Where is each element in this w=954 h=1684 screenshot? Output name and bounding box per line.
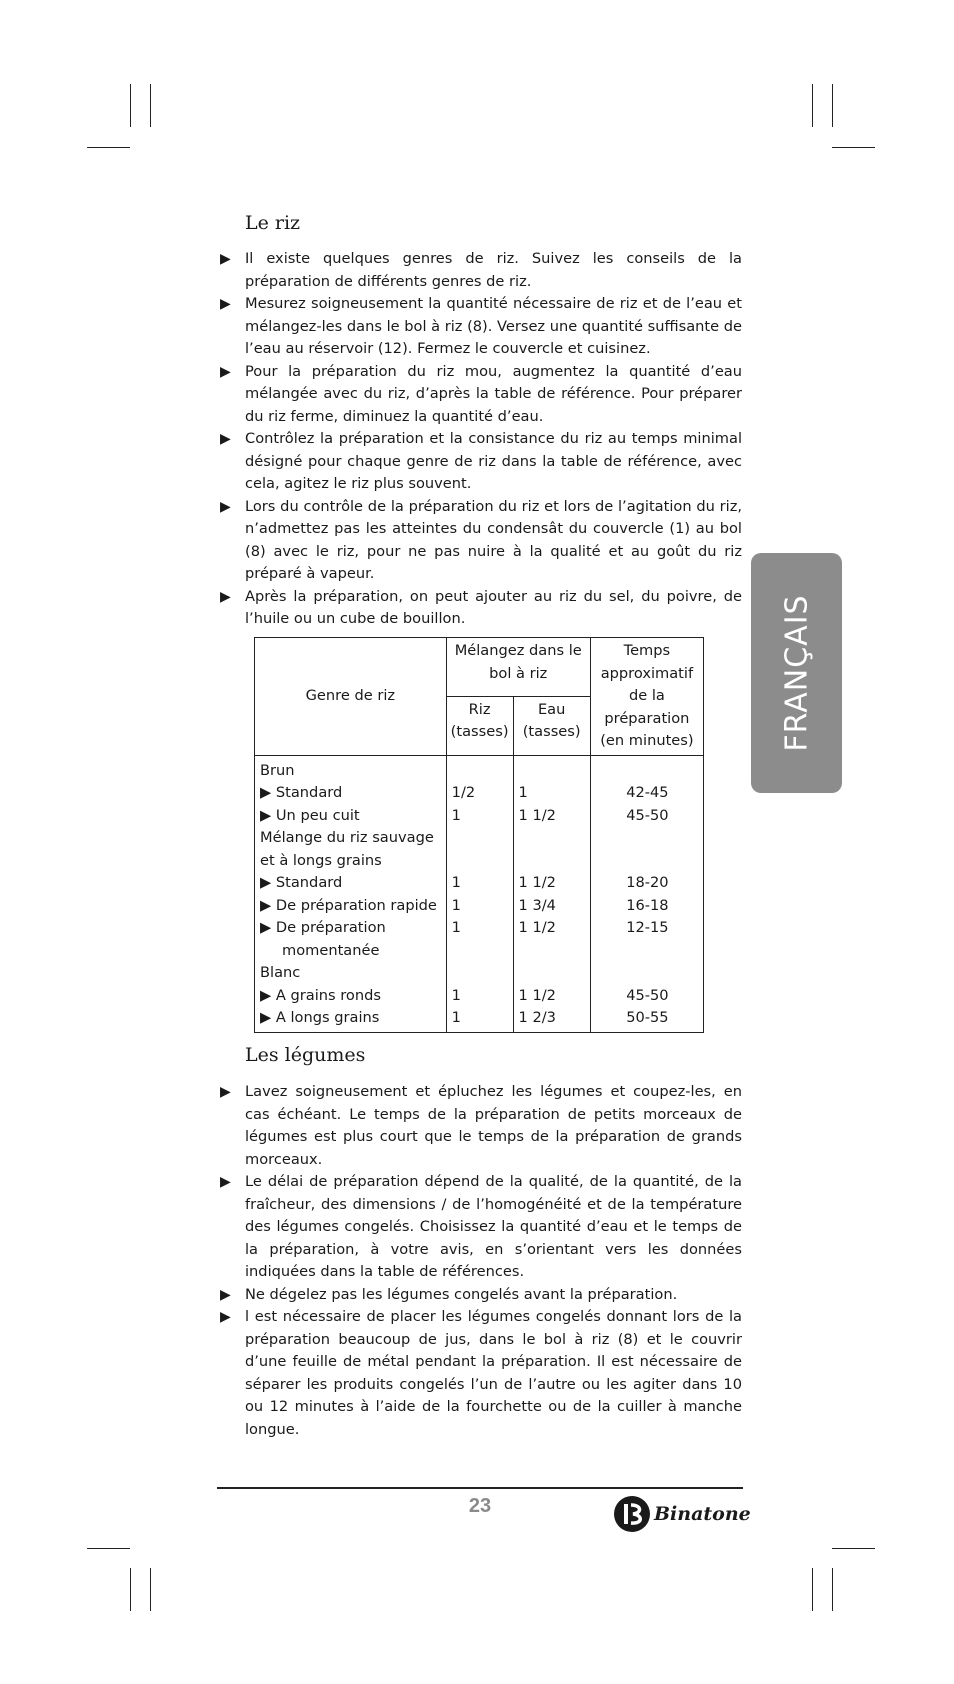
binatone-logo-icon	[612, 1494, 652, 1534]
cell-eau: 1	[518, 784, 528, 801]
cell-riz: 1	[451, 919, 461, 936]
rice-type-label: Blanc	[260, 964, 301, 981]
triangle-right-icon: ▶	[220, 1286, 231, 1303]
triangle-right-icon: ▶	[260, 874, 276, 891]
rice-type-label: ▶ De préparation	[260, 919, 386, 936]
list-item: ▶ Contrôlez la préparation et la consistance du riz au temps minimal désigné pour chaque genre de riz dans la table de référence, avec cela, agitez le riz plus souvent.	[220, 430, 742, 492]
triangle-right-icon: ▶	[220, 296, 231, 312]
header-temps: Temps approximatif de la préparation (en minutes)	[590, 638, 703, 756]
triangle-right-icon: ▶	[260, 784, 276, 801]
cell-eau	[519, 940, 586, 963]
cell-temps	[596, 827, 699, 850]
crop-mark	[150, 84, 151, 127]
triangle-right-icon: ▶	[220, 1309, 231, 1325]
rice-type-label: Mélange du riz sauvage	[260, 829, 434, 846]
rice-type-label: ▶ A longs grains	[260, 1009, 380, 1026]
rice-type-label: ▶ Standard	[260, 784, 343, 801]
rice-type-label: Brun	[260, 761, 295, 779]
section-heading-rice: Le riz	[245, 212, 301, 234]
crop-mark	[832, 84, 833, 127]
rice-type-label: et à longs grains	[260, 851, 382, 869]
cell-riz: 1	[451, 986, 461, 1004]
list-item: ▶ Pour la préparation du riz mou, augmentez la quantité d’eau mélangée avec du riz, d’après la table de référence. Pour préparer du riz ferme, diminuez la quantité d’eau.	[220, 362, 742, 425]
list-item: ▶ Lors du contrôle de la préparation du riz et lors de l’agitation du riz, n’admettez pas les atteintes du condensât du couvercle (1) au bol (8) avec le riz, pour ne pas nuire à la qualité et au goût du riz préparé à vapeur.	[220, 497, 742, 582]
footer-rule	[217, 1487, 743, 1489]
cell-riz: 1	[451, 1009, 461, 1026]
cell-temps: 45-50	[626, 986, 669, 1004]
header-riz: Riz (tasses)	[446, 696, 513, 755]
cell-riz: 1/2	[451, 784, 476, 801]
cell-temps: 50-55	[626, 1009, 669, 1026]
temps-column	[590, 755, 703, 1032]
triangle-right-icon: ▶	[220, 498, 231, 515]
list-item: ▶ Ne dégelez pas les légumes congelés avant la préparation.	[220, 1284, 742, 1307]
triangle-right-icon: ▶	[260, 986, 276, 1004]
crop-mark	[812, 84, 813, 127]
brand-logo	[612, 1494, 751, 1534]
cell-eau	[519, 760, 586, 783]
triangle-right-icon: ▶	[220, 1174, 231, 1190]
cell-riz: 1	[451, 806, 461, 824]
header-melange: Mélangez dans le bol à riz	[446, 638, 590, 697]
crop-mark	[150, 1568, 151, 1611]
cell-riz: 1	[451, 896, 461, 914]
brand-name: Binatone	[654, 1503, 751, 1525]
list-item: ▶ l est nécessaire de placer les légumes congelés donnant lors de la préparation beaucoup de jus, dans le bol à riz (8) et le couvrir d’une feuille de métal pendant la préparation. Il est nécessaire de séparer les produits congelés l’un de l’autre ou les agiter dans 10 ou 12 minutes à l’aide de la fourchette ou de la cuiller à manche longue.	[220, 1308, 742, 1438]
triangle-right-icon: ▶	[220, 363, 231, 380]
crop-mark	[130, 84, 131, 127]
rice-type-label: ▶ Un peu cuit	[260, 806, 360, 824]
crop-mark	[832, 1548, 875, 1549]
list-item: ▶ Après la préparation, on peut ajouter au riz du sel, du poivre, de l’huile ou un cube de bouillon.	[220, 587, 742, 627]
riz-column	[446, 755, 513, 1032]
triangle-right-icon: ▶	[260, 896, 276, 914]
cell-eau: 1 3/4	[518, 896, 556, 914]
cell-temps: 18-20	[626, 874, 669, 891]
cell-eau: 1 1/2	[518, 986, 556, 1004]
triangle-right-icon: ▶	[220, 431, 231, 447]
triangle-right-icon: ▶	[220, 251, 231, 267]
crop-mark	[87, 147, 130, 148]
header-eau: Eau (tasses)	[513, 696, 590, 755]
triangle-right-icon: ▶	[220, 1084, 231, 1100]
rice-type-label: momentanée	[282, 941, 380, 959]
cell-eau: 1 1/2	[518, 874, 556, 891]
triangle-right-icon: ▶	[260, 1009, 276, 1026]
cell-eau	[519, 827, 586, 850]
cell-eau	[519, 850, 586, 873]
cell-riz	[452, 827, 509, 850]
list-item: ▶ Il existe quelques genres de riz. Suivez les conseils de la préparation de différents genres de riz.	[220, 250, 742, 290]
cell-temps	[596, 962, 699, 985]
cell-riz	[452, 760, 509, 783]
cell-eau: 1 1/2	[518, 919, 556, 936]
cell-temps: 16-18	[626, 896, 669, 914]
crop-mark	[832, 1568, 833, 1611]
cell-riz	[452, 850, 509, 873]
cell-riz	[452, 940, 509, 963]
vegetables-bullet-list	[220, 1081, 742, 1441]
section-heading-vegetables: Les légumes	[245, 1044, 366, 1066]
cell-temps: 42-45	[626, 784, 669, 801]
cell-temps	[596, 850, 699, 873]
rice-type-label: ▶ A grains ronds	[260, 986, 381, 1004]
eau-column	[513, 755, 590, 1032]
language-side-tab	[751, 553, 842, 793]
list-item: ▶ Mesurez soigneusement la quantité nécessaire de riz et de l’eau et mélangez-les dans le bol à riz (8). Versez une quantité suffisante de l’eau au réservoir (12). Fermez le couvercle et cuisinez.	[220, 295, 743, 357]
crop-mark	[130, 1568, 131, 1611]
table-body-row	[255, 755, 704, 1032]
cell-eau: 1 2/3	[518, 1009, 556, 1026]
cell-temps	[596, 940, 699, 963]
cell-temps: 45-50	[626, 806, 669, 824]
header-genre: Genre de riz	[255, 638, 447, 756]
list-item: ▶ Lavez soigneusement et épluchez les légumes et coupez-les, en cas échéant. Le temps de la préparation de petits morceaux de légumes est plus court que le temps de la préparation de grands morceaux.	[220, 1083, 742, 1168]
rice-reference-table	[254, 637, 704, 1033]
side-tab-label: FRANÇAIS	[779, 594, 814, 752]
crop-mark	[812, 1568, 813, 1611]
rice-bullet-list	[220, 248, 742, 631]
cell-temps: 12-15	[626, 919, 669, 936]
crop-mark	[832, 147, 875, 148]
cell-riz: 1	[451, 874, 461, 891]
rice-type-label: ▶ De préparation rapide	[260, 896, 437, 914]
rice-type-label: ▶ Standard	[260, 874, 343, 891]
cell-eau: 1 1/2	[518, 806, 556, 824]
cell-riz	[452, 962, 509, 985]
triangle-right-icon: ▶	[260, 919, 276, 936]
list-item: ▶ Le délai de préparation dépend de la qualité, de la quantité, de la fraîcheur, des dimensions / de l’homogénéité et de la température des légumes congelés. Choisissez la quantité d’eau et le temps de la préparation, à votre avis, en s’orientant vers les données indiquées dans la table de références.	[220, 1173, 742, 1280]
crop-mark	[87, 1548, 130, 1549]
page-number: 23	[468, 1495, 492, 1517]
triangle-right-icon: ▶	[220, 588, 231, 605]
triangle-right-icon: ▶	[260, 806, 276, 824]
cell-temps	[596, 760, 699, 783]
cell-eau	[519, 962, 586, 985]
genre-column	[255, 755, 447, 1032]
